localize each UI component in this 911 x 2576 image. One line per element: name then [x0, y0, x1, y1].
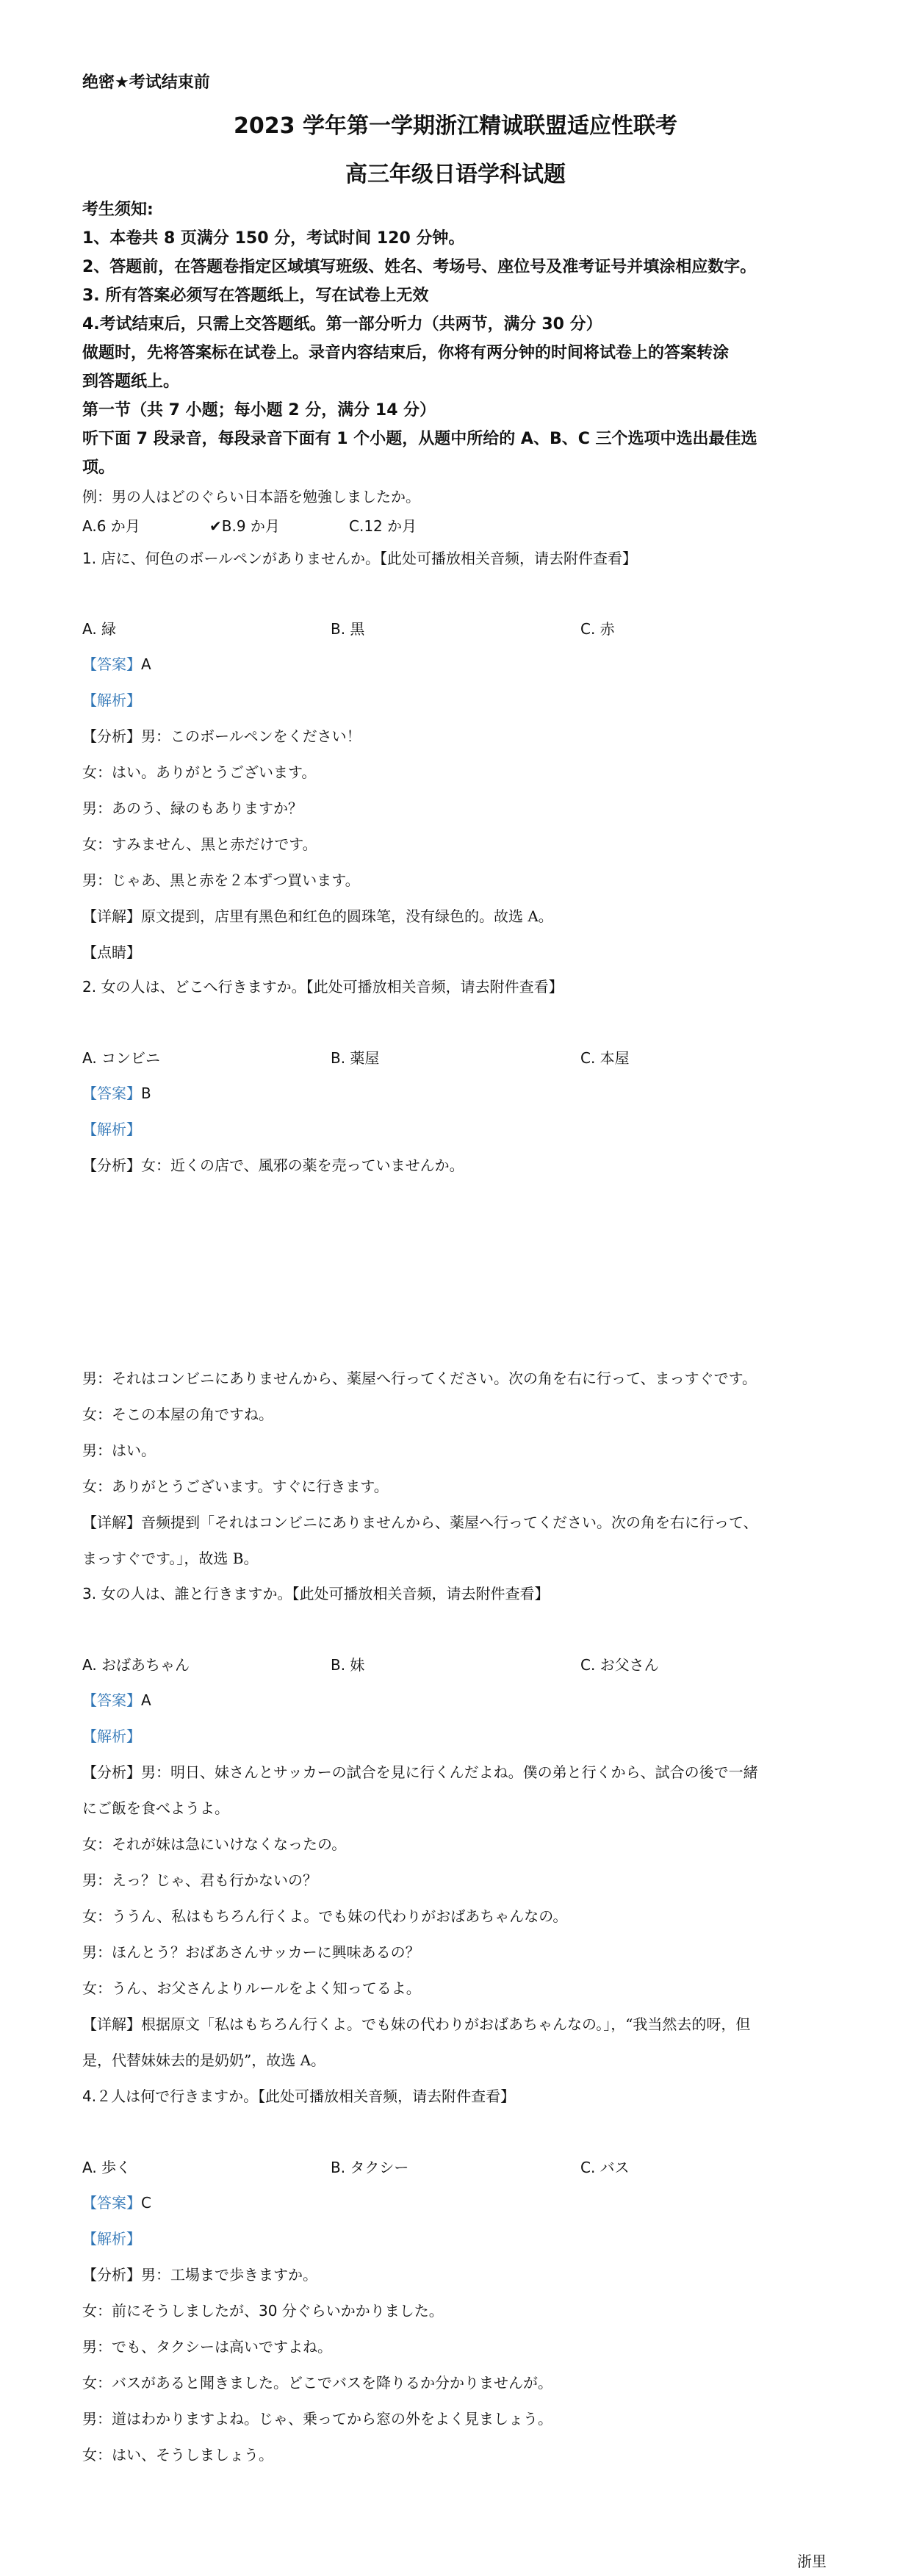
q3-dialogue-line: 男：えっ？じゃ、君も行かないの？ [82, 1871, 317, 1889]
question-stem-text: 1. 店に、何色のボールペンがありませんか。 [82, 550, 381, 567]
q1-option-c: C. 赤 [580, 620, 615, 638]
q4-option-c: C. バス [580, 2159, 630, 2176]
example-option-c: C.12 か月 [349, 517, 417, 535]
q3-dialogue-line: 女：ううん、私はもちろん行くよ。でも妹の代わりがおばあちゃんなの。 [82, 1907, 568, 1925]
q2-dialogue-line: 女：ありがとうございます。すぐに行きます。 [82, 1478, 389, 1495]
confidential-label: 绝密★考试结束前 [82, 73, 210, 92]
notice-line: 2、答题前，在答题卷指定区域填写班级、姓名、考场号、座位号及准考证号并填涂相应数字。 [82, 258, 757, 276]
q4-dialogue-line: 女：前にそうしましたが、30 分ぐらいかかりました。 [82, 2302, 444, 2320]
notice-line: 听下面 7 段录音，每段录音下面有 1 个小题，从题中所给的 A、B、C 三个选项中选出最佳选 [82, 430, 757, 448]
q1-analysis-label: 【解析】 [82, 691, 141, 709]
q4-option-a: A. 歩く [82, 2159, 132, 2176]
question-stem-text: 4.２人は何で行きますか。 [82, 2087, 259, 2105]
exam-title: 2023 学年第一学期浙江精诚联盟适应性联考 [234, 113, 677, 139]
q4-option-b: B. タクシー [331, 2159, 409, 2176]
answer-value: C [141, 2194, 151, 2212]
question-3-stem [82, 1582, 549, 1603]
q1-option-b: B. 黒 [331, 620, 365, 638]
q4-dialogue-line: 【分析】男：工場まで歩きますか。 [82, 2266, 317, 2284]
q2-dialogue-line: 男：はい。 [82, 1442, 156, 1459]
q3-dialogue-line: 男：ほんとう？おばあさんサッカーに興味あるの？ [82, 1943, 420, 1961]
q1-answer [82, 652, 151, 674]
example-question: 例：男の人はどのぐらい日本語を勉強しましたか。 [82, 488, 420, 506]
answer-label: 【答案】 [82, 2194, 141, 2212]
notice-line: 1、本卷共 8 页满分 150 分，考试时间 120 分钟。 [82, 229, 465, 248]
q2-answer [82, 1082, 151, 1103]
q2-analysis-label: 【解析】 [82, 1120, 141, 1138]
footer-corner-text: 浙里 [797, 2552, 827, 2570]
detail-label: 【详解】 [82, 2015, 141, 2033]
q2-option-c: C. 本屋 [580, 1049, 630, 1067]
detail-text: 音频提到「それはコンビニにありませんから、薬屋へ行ってください。次の角を右に行って、 [141, 1514, 758, 1531]
audio-note: 【此处可播放相关音频，请去附件查看】 [380, 550, 638, 567]
q4-dialogue-line: 女：バスがあると聞きました。どこでバスを降りるか分かりませんが。 [82, 2374, 552, 2392]
q3-dialogue-line: 女：それが妹は急にいけなくなったの。 [82, 1835, 347, 1853]
answer-label: 【答案】 [82, 1691, 141, 1709]
notice-line: 第一节（共 7 小题；每小题 2 分，满分 14 分） [82, 401, 436, 420]
detail-text: 根据原文「私はもちろん行くよ。でも妹の代わりがおばあちゃんなの。」，“我当然去的呀，但 [141, 2015, 751, 2033]
q3-analysis-label: 【解析】 [82, 1727, 141, 1745]
q1-dialogue-line: 【分析】男：このボールペンをください！ [82, 727, 361, 745]
q3-detail-cont: 是，代替妹妹去的是奶奶”，故选 A。 [82, 2051, 326, 2069]
q3-answer [82, 1688, 151, 1710]
example-option-b: ✔B.9 か月 [209, 517, 280, 535]
question-stem-text: 2. 女の人は、どこへ行きますか。 [82, 978, 306, 996]
q3-dialogue-line: 女：うん、お父さんよりルールをよく知ってるよ。 [82, 1979, 421, 1997]
q2-detail-cont: まっすぐです。」，故选 B。 [82, 1550, 259, 1567]
q3-option-c: C. お父さん [580, 1656, 659, 1674]
audio-note: 【此处可播放相关音频，请去附件查看】 [306, 978, 563, 996]
detail-label: 【详解】 [82, 907, 141, 925]
q1-option-a: A. 緑 [82, 620, 117, 638]
answer-value: A [141, 655, 151, 673]
q3-detail [82, 2012, 750, 2034]
q2-dialogue-line: 【分析】女：近くの店で、風邪の薬を売っていませんか。 [82, 1156, 464, 1174]
notice-line: 3. 所有答案必须写在答题纸上，写在试卷上无效 [82, 287, 429, 305]
question-1-stem [82, 547, 637, 568]
q2-option-b: B. 薬屋 [331, 1049, 380, 1067]
audio-note: 【此处可播放相关音频，请去附件查看】 [258, 2087, 516, 2105]
example-option-a: A.6 か月 [82, 517, 140, 535]
q2-option-a: A. コンビニ [82, 1049, 161, 1067]
question-4-stem [82, 2084, 515, 2106]
answer-label: 【答案】 [82, 655, 141, 673]
q4-dialogue-line: 男：道はわかりますよね。じゃ、乗ってから窓の外をよく見ましょう。 [82, 2410, 552, 2428]
answer-value: A [141, 1691, 151, 1709]
q1-dialogue-line: 男：あのう、緑のもありますか？ [82, 799, 303, 817]
q2-dialogue-line: 女：そこの本屋の角ですね。 [82, 1406, 273, 1423]
q1-dialogue-line: 男：じゃあ、黒と赤を２本ずつ買います。 [82, 871, 360, 889]
notice-line: 做题时，先将答案标在试卷上。录音内容结束后，你将有两分钟的时间将试卷上的答案转涂 [82, 344, 730, 362]
q4-dialogue-line: 男：でも、タクシーは高いですよね。 [82, 2338, 332, 2356]
exam-subtitle: 高三年级日语学科试题 [345, 162, 566, 187]
q4-dialogue-line: 女：はい、そうしましょう。 [82, 2446, 273, 2464]
answer-value: B [141, 1084, 151, 1102]
q3-option-a: A. おばあちゃん [82, 1656, 190, 1674]
q3-option-b: B. 妹 [331, 1656, 365, 1674]
q2-detail [82, 1511, 758, 1532]
audio-note: 【此处可播放相关音频，请去附件查看】 [292, 1585, 550, 1602]
notice-line: 到答题纸上。 [82, 373, 180, 391]
q4-answer [82, 2191, 151, 2212]
q3-dialogue-line: 【分析】男：明日、妹さんとサッカーの試合を見に行くんだよね。僕の弟と行くから、試合の後で一緒 [82, 1763, 758, 1781]
q1-dialogue-line: 女：すみません、黒と赤だけです。 [82, 835, 317, 853]
question-2-stem [82, 975, 563, 996]
q2-dialogue-line: 男：それはコンビニにありませんから、薬屋へ行ってください。次の角を右に行って、まっすぐです。 [82, 1370, 757, 1387]
notice-line: 4.考试结束后，只需上交答题纸。第一部分听力（共两节，满分 30 分） [82, 315, 602, 334]
q1-tip-label: 【点睛】 [82, 943, 141, 961]
notice-heading: 考生须知: [82, 201, 154, 219]
question-stem-text: 3. 女の人は、誰と行きますか。 [82, 1585, 292, 1602]
notice-line: 项。 [82, 458, 115, 477]
q4-analysis-label: 【解析】 [82, 2230, 141, 2248]
q1-detail [82, 904, 553, 926]
detail-text: 原文提到，店里有黑色和红色的圆珠笔，没有绿色的。故选 A。 [141, 907, 553, 925]
q3-dialogue-line: にご飯を食べようよ。 [82, 1799, 229, 1817]
answer-label: 【答案】 [82, 1084, 141, 1102]
q1-dialogue-line: 女：はい。ありがとうございます。 [82, 763, 317, 781]
detail-label: 【详解】 [82, 1514, 141, 1531]
